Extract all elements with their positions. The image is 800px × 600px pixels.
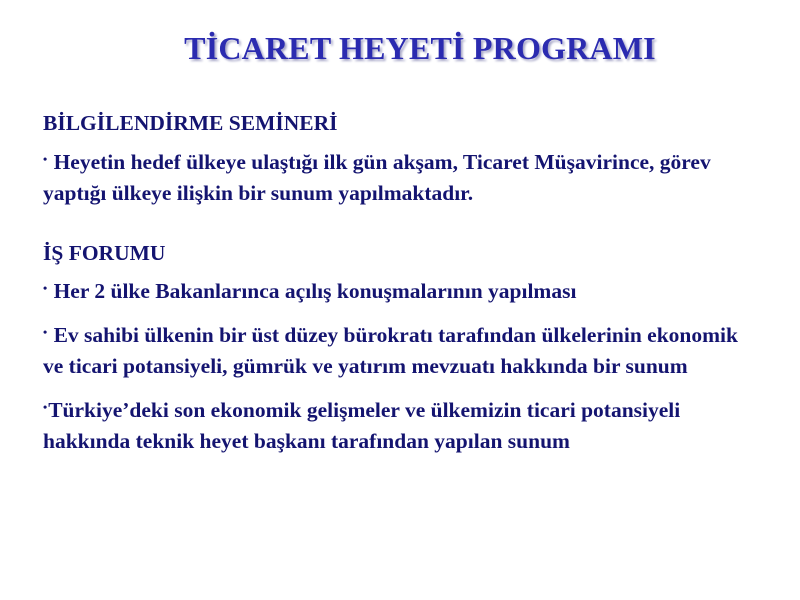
section-heading-forum: İŞ FORUMU xyxy=(43,240,166,265)
bullet-text: Heyetin hedef ülkeye ulaştığı ilk gün akşam, Ticaret Müşavirince, görev yaptığı ülkeye ilişkin bir sunum yapılmaktadır. xyxy=(43,149,711,205)
bullet-item-forum-1 xyxy=(43,273,763,308)
bullet-item-forum-3 xyxy=(43,392,763,458)
bullet-item-forum-2 xyxy=(43,317,763,383)
bullet-icon: • xyxy=(43,399,48,414)
bullet-item-seminar-1 xyxy=(43,144,763,210)
bullet-icon: • xyxy=(43,281,48,295)
bullet-icon: • xyxy=(43,324,48,339)
section-heading-seminar: BİLGİLENDİRME SEMİNERİ xyxy=(43,111,338,135)
slide-content xyxy=(43,108,763,458)
slide-title: TİCARET HEYETİ PROGRAMI xyxy=(184,30,656,66)
bullet-text: Her 2 ülke Bakanlarınca açılış konuşmalarının yapılması xyxy=(53,279,577,303)
bullet-text: Türkiye’deki son ekonomik gelişmeler ve ülkemizin ticari potansiyeli hakkında teknik heyet başkanı tarafından yapılan sunum xyxy=(43,397,681,453)
bullet-icon: • xyxy=(43,151,48,166)
bullet-text: Ev sahibi ülkenin bir üst düzey bürokratı tarafından ülkelerinin ekonomik ve ticari potansiyeli, gümrük ve yatırım mevzuatı hakkında bir sunum xyxy=(43,322,738,378)
